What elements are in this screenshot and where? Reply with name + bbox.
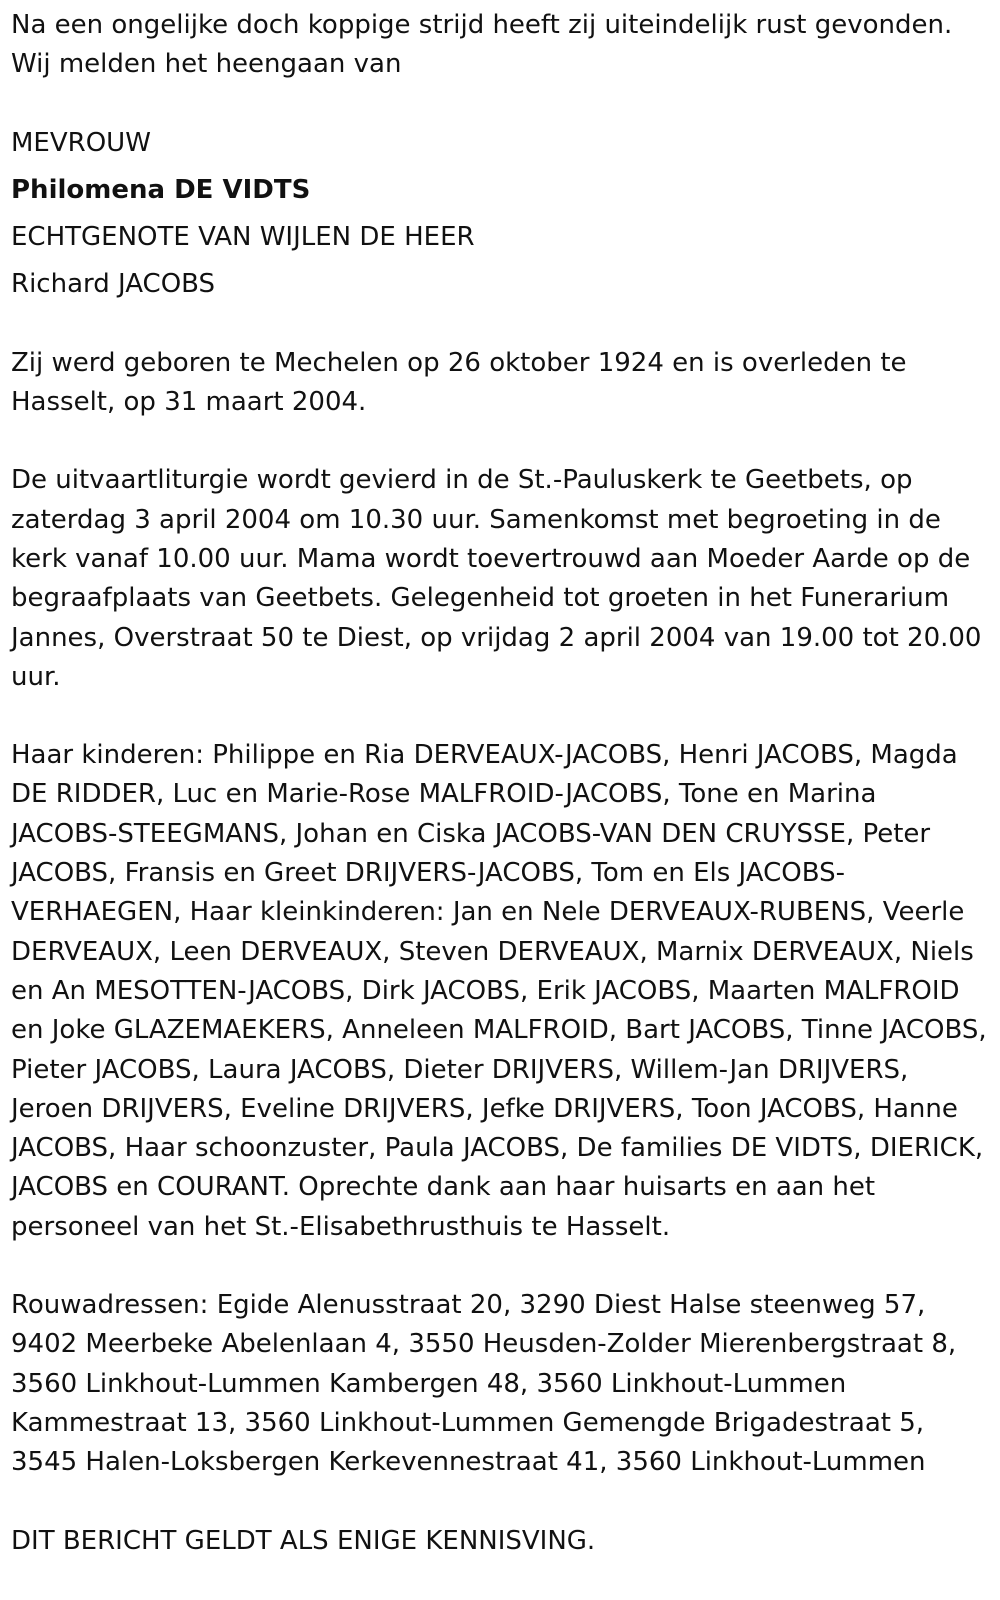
- deceased-name: Philomena DE VIDTS: [11, 174, 311, 205]
- birth-death-paragraph: Zij werd geboren te Mechelen op 26 oktober 1924 en is overleden te Hasselt, op 31 maart 2004.: [11, 347, 907, 418]
- intro-paragraph: [11, 6, 991, 85]
- family-paragraph: Haar kinderen: Philippe en Ria DERVEAUX-JACOBS, Henri JACOBS, Magda DE RIDDER, Luc en Marie-Rose MALFROID-JACOBS, Tone en Marina JACOBS-STEEGMANS, Johan en Ciska JACOBS-VAN DEN CRUYSSE, Peter JACOBS, Fransis en Greet DRIJVERS-JACOBS, Tom en Els JACOBS-VERHAEGEN, Haar kleinkinderen: Jan en Nele DERVEAUX-RUBENS, Veerle DERVEAUX, Leen DERVEAUX, Steven DERVEAUX, Marnix DERVEAUX, Niels en An MESOTTEN-JACOBS, Dirk JACOBS, Erik JACOBS, Maarten MALFROID en Joke GLAZEMAEKERS, Anneleen MALFROID, Bart JACOBS, Tinne JACOBS, Pieter JACOBS, Laura JACOBS, Dieter DRIJVERS, Willem-Jan DRIJVERS, Jeroen DRIJVERS, Eveline DRIJVERS, Jefke DRIJVERS, Toon JACOBS, Hanne JACOBS, Haar schoonzuster, Paula JACOBS, De families DE VIDTS, DIERICK, JACOBS en COURANT. Oprechte dank aan haar huisarts en aan het personeel van het St.-Elisabethrusthuis te Hasselt.: [11, 740, 987, 1242]
- deceased-title: MEVROUW: [11, 127, 151, 158]
- obituary-notice: [11, 6, 991, 1561]
- closing-notice: DIT BERICHT GELDT ALS ENIGE KENNISVING.: [11, 1525, 596, 1556]
- addresses-paragraph: Rouwadressen: Egide Alenusstraat 20, 3290 Diest Halse steenweg 57, 9402 Meerbeke Abelenlaan 4, 3550 Heusden-Zolder Mierenbergstraat 8, 3560 Linkhout-Lummen Kambergen 48, 3560 Linkhout-Lummen Kammestraat 13, 3560 Linkhout-Lummen Gemengde Brigadestraat 5, 3545 Halen-Loksbergen Kerkevennestraat 41, 3560 Linkhout-Lummen: [11, 1290, 957, 1478]
- intro-line-1: Na een ongelijke doch koppige strijd heeft zij uiteindelijk rust gevonden.: [11, 10, 953, 40]
- deceased-relation: ECHTGENOTE VAN WIJLEN DE HEER: [11, 222, 475, 253]
- deceased-block: [11, 124, 991, 305]
- spouse-name: Richard JACOBS: [11, 269, 216, 300]
- intro-line-2: Wij melden het heengaan van: [11, 49, 402, 80]
- funeral-paragraph: De uitvaartliturgie wordt gevierd in de St.-Pauluskerk te Geetbets, op zaterdag 3 april 2004 om 10.30 uur. Samenkomst met begroeting in de kerk vanaf 10.00 uur. Mama wordt toevertrouwd aan Moeder Aarde op de begraafplaats van Geetbets. Gelegenheid tot groeten in het Funerarium Jannes, Overstraat 50 te Diest, op vrijdag 2 april 2004 van 19.00 tot 20.00 uur.: [11, 465, 982, 692]
